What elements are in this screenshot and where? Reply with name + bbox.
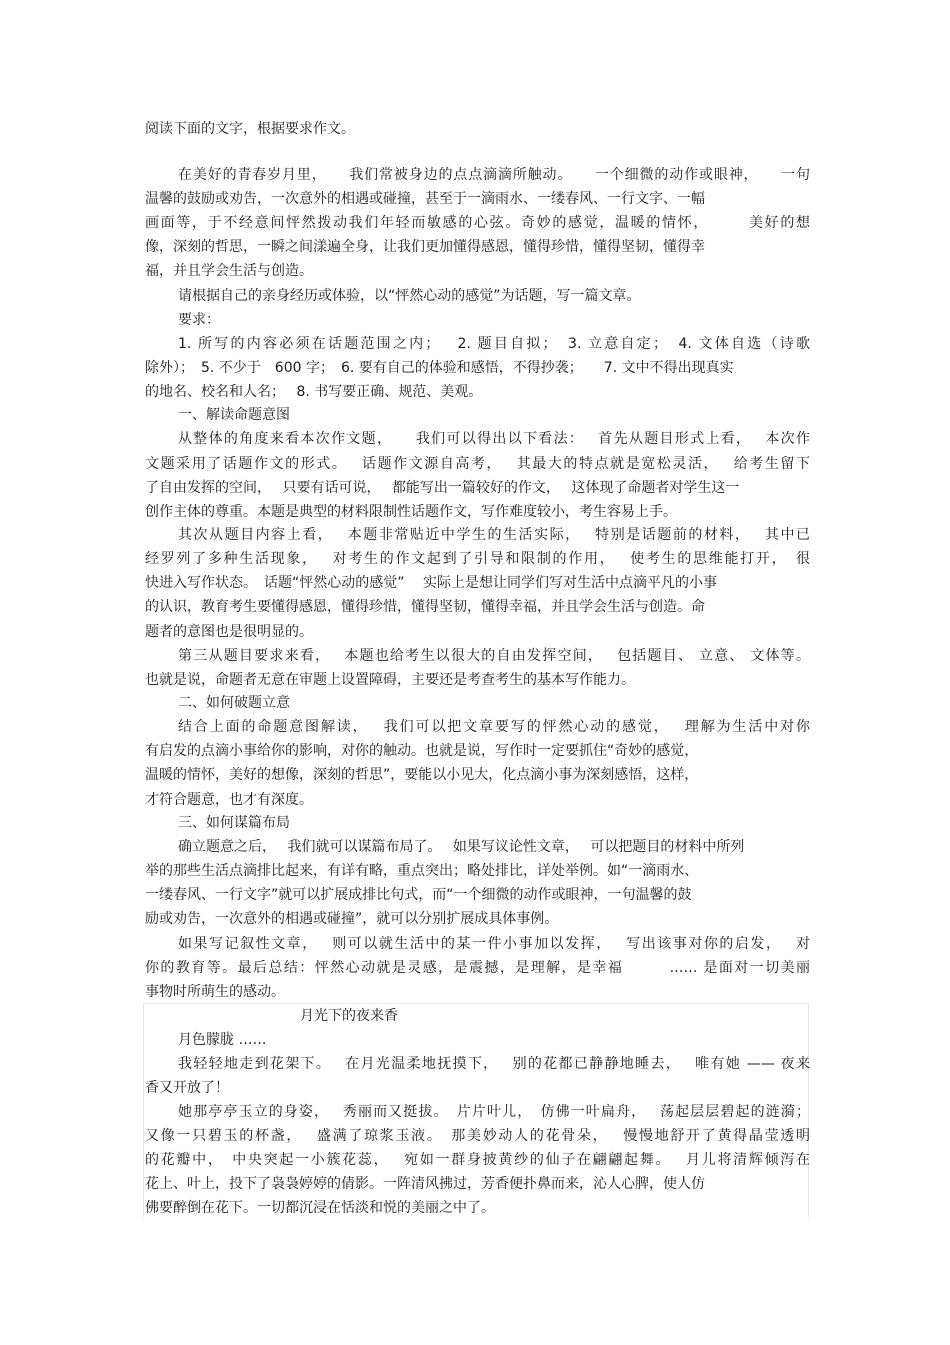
essay-line: 又像一只碧玉的杯盏， 盛满了琼浆玉液。 那美妙动人的花骨朵， 慢慢地舒开了黄得晶莹透明 [145, 1128, 810, 1144]
section1-line: 从整体的角度来看本次作文题， 我们可以得出以下看法： 首先从题目形式上看， 本次作 [178, 431, 810, 447]
essay-line: 佛要醉倒在花下。一切都沉浸在恬淡和悦的美丽之中了。 [145, 1200, 495, 1216]
section1-line: 题者的意图也是很明显的。 [145, 624, 313, 640]
section-heading-3: 三、如何谋篇布局 [178, 815, 290, 831]
section3-line: 确立题意之后， 我们就可以谋篇布局了。 如果写议论性文章， 可以把题目的材料中所列 [178, 839, 745, 855]
essay-line: 的花瓣中， 中央突起一小簇花蕊， 宛如一群身披黄纱的仙子在翩翩起舞。 月儿将清辉倾泻在 [145, 1152, 810, 1168]
section2-line: 结合上面的命题意图解读， 我们可以把文章要写的怦然心动的感觉， 理解为生活中对你 [178, 719, 810, 735]
section-heading-2: 二、如何破题立意 [178, 695, 290, 711]
section-heading-1: 一、解读命题意图 [178, 407, 290, 423]
section3-line: 事物时所萌生的感动。 [145, 984, 285, 1000]
material-paragraph-line: 在美好的青春岁月里， 我们常被身边的点点滴滴所触动。 一个细微的动作或眼神， 一句 [178, 167, 810, 183]
requirements-line: 除外）； 5. 不少于 600 字； 6. 要有自己的体验和感悟，不得抄袭； 7. 文中不得出现真实 [145, 360, 734, 376]
essay-line: 香又开放了！ [145, 1080, 229, 1096]
section3-line: 如果写记叙性文章， 则可以就生活中的某一件小事加以发挥， 写出该事对你的启发， 对 [178, 936, 810, 952]
section1-line: 第三从题目要求来看， 本题也给考生以很大的自由发挥空间， 包括题目、 立意、 文体等。 [178, 648, 810, 664]
requirements-heading: 要求： [178, 312, 220, 328]
section3-line: 励或劝告，一次意外的相遇或碰撞”，就可以分别扩展成具体事例。 [145, 911, 559, 927]
section1-line: 快进入写作状态。 话题“怦然心动的感觉” 实际上是想让同学们写对生活中点滴平凡的小事 [145, 575, 717, 591]
essay-line: 花上、叶上，投下了袅袅婷婷的倩影。一阵清风拂过，芳香便扑鼻而来，沁人心脾，使人仿 [145, 1176, 705, 1192]
essay-line: 她那亭亭玉立的身姿， 秀丽而又挺拔。 片片叶儿， 仿佛一叶扁舟， 荡起层层碧起的涟漪； [178, 1104, 810, 1120]
section1-line: 经罗列了多种生活现象， 对考生的作文起到了引导和限制的作用， 使考生的思维能打开， 很 [145, 551, 810, 567]
section3-line: 一缕春风、一行文字”就可以扩展成排比句式，而“一个细微的动作或眼神，一句温馨的鼓 [145, 887, 692, 903]
section2-line: 温暖的情怀，美好的想像，深刻的哲思”，要能以小见大，化点滴小事为深刻感悟，这样， [145, 767, 699, 783]
material-paragraph-line: 福，并且学会生活与创造。 [145, 263, 313, 279]
essay-line: 月色朦胧 …… [178, 1032, 267, 1048]
section2-line: 有启发的点滴小事给你的影响，对你的触动。也就是说，写作时一定要抓住“奇妙的感觉， [145, 743, 699, 759]
section1-line: 其次从题目内容上看， 本题非常贴近中学生的生活实际， 特别是话题前的材料， 其中已 [178, 527, 810, 543]
section2-line: 才符合题意，也才有深度。 [145, 792, 313, 808]
material-paragraph-line: 画面等，于不经意间怦然拨动我们年轻而敏感的心弦。奇妙的感觉，温暖的情怀， 美好的想 [145, 215, 810, 231]
section3-line: 举的那些生活点滴排比起来，有详有略，重点突出；略处排比，详处举例。如“一滴雨水、 [145, 863, 699, 879]
material-paragraph-line: 像，深刻的哲思，一瞬之间漾遍全身，让我们更加懂得感恩，懂得珍惜，懂得坚韧，懂得幸 [145, 239, 705, 255]
essay-title: 月光下的夜来香 [300, 1008, 398, 1024]
prompt-line: 请根据自己的亲身经历或体验，以“怦然心动的感觉”为话题，写一篇文章。 [178, 288, 641, 304]
section1-line: 了自由发挥的空间， 只要有话可说， 都能写出一篇较好的作文， 这体现了命题者对学生这一 [145, 480, 740, 496]
section1-line: 创作主体的尊重。本题是典型的材料限制性话题作文，写作难度较小，考生容易上手。 [145, 504, 677, 520]
requirements-line: 的地名、校名和人名； 8. 书写要正确、规范、美观。 [145, 384, 483, 400]
section1-line: 也就是说，命题者无意在审题上设置障碍，主要还是考查考生的基本写作能力。 [145, 672, 635, 688]
requirements-line: 1. 所写的内容必须在话题范围之内； 2. 题目自拟； 3. 立意自定； 4. 文体自选（诗歌 [178, 336, 810, 352]
instruction-line: 阅读下面的文字，根据要求作文。 [145, 121, 355, 137]
section1-line: 的认识，教育考生要懂得感恩，懂得珍惜，懂得坚韧，懂得幸福，并且学会生活与创造。命 [145, 599, 705, 615]
section1-line: 文题采用了话题作文的形式。 话题作文源自高考， 其最大的特点就是宽松灵活， 给考生留下 [145, 456, 810, 472]
section3-line: 你的教育等。最后总结：怦然心动就是灵感，是震撼，是理解，是幸福 …… 是面对一切美丽 [145, 960, 810, 976]
essay-line: 我轻轻地走到花架下。 在月光温柔地抚摸下， 别的花都已静静地睡去， 唯有她 —— 夜来 [178, 1056, 810, 1072]
material-paragraph-line: 温馨的鼓励或劝告，一次意外的相遇或碰撞，甚至于一滴雨水、一缕春风、一行文字、一幅 [145, 191, 705, 207]
